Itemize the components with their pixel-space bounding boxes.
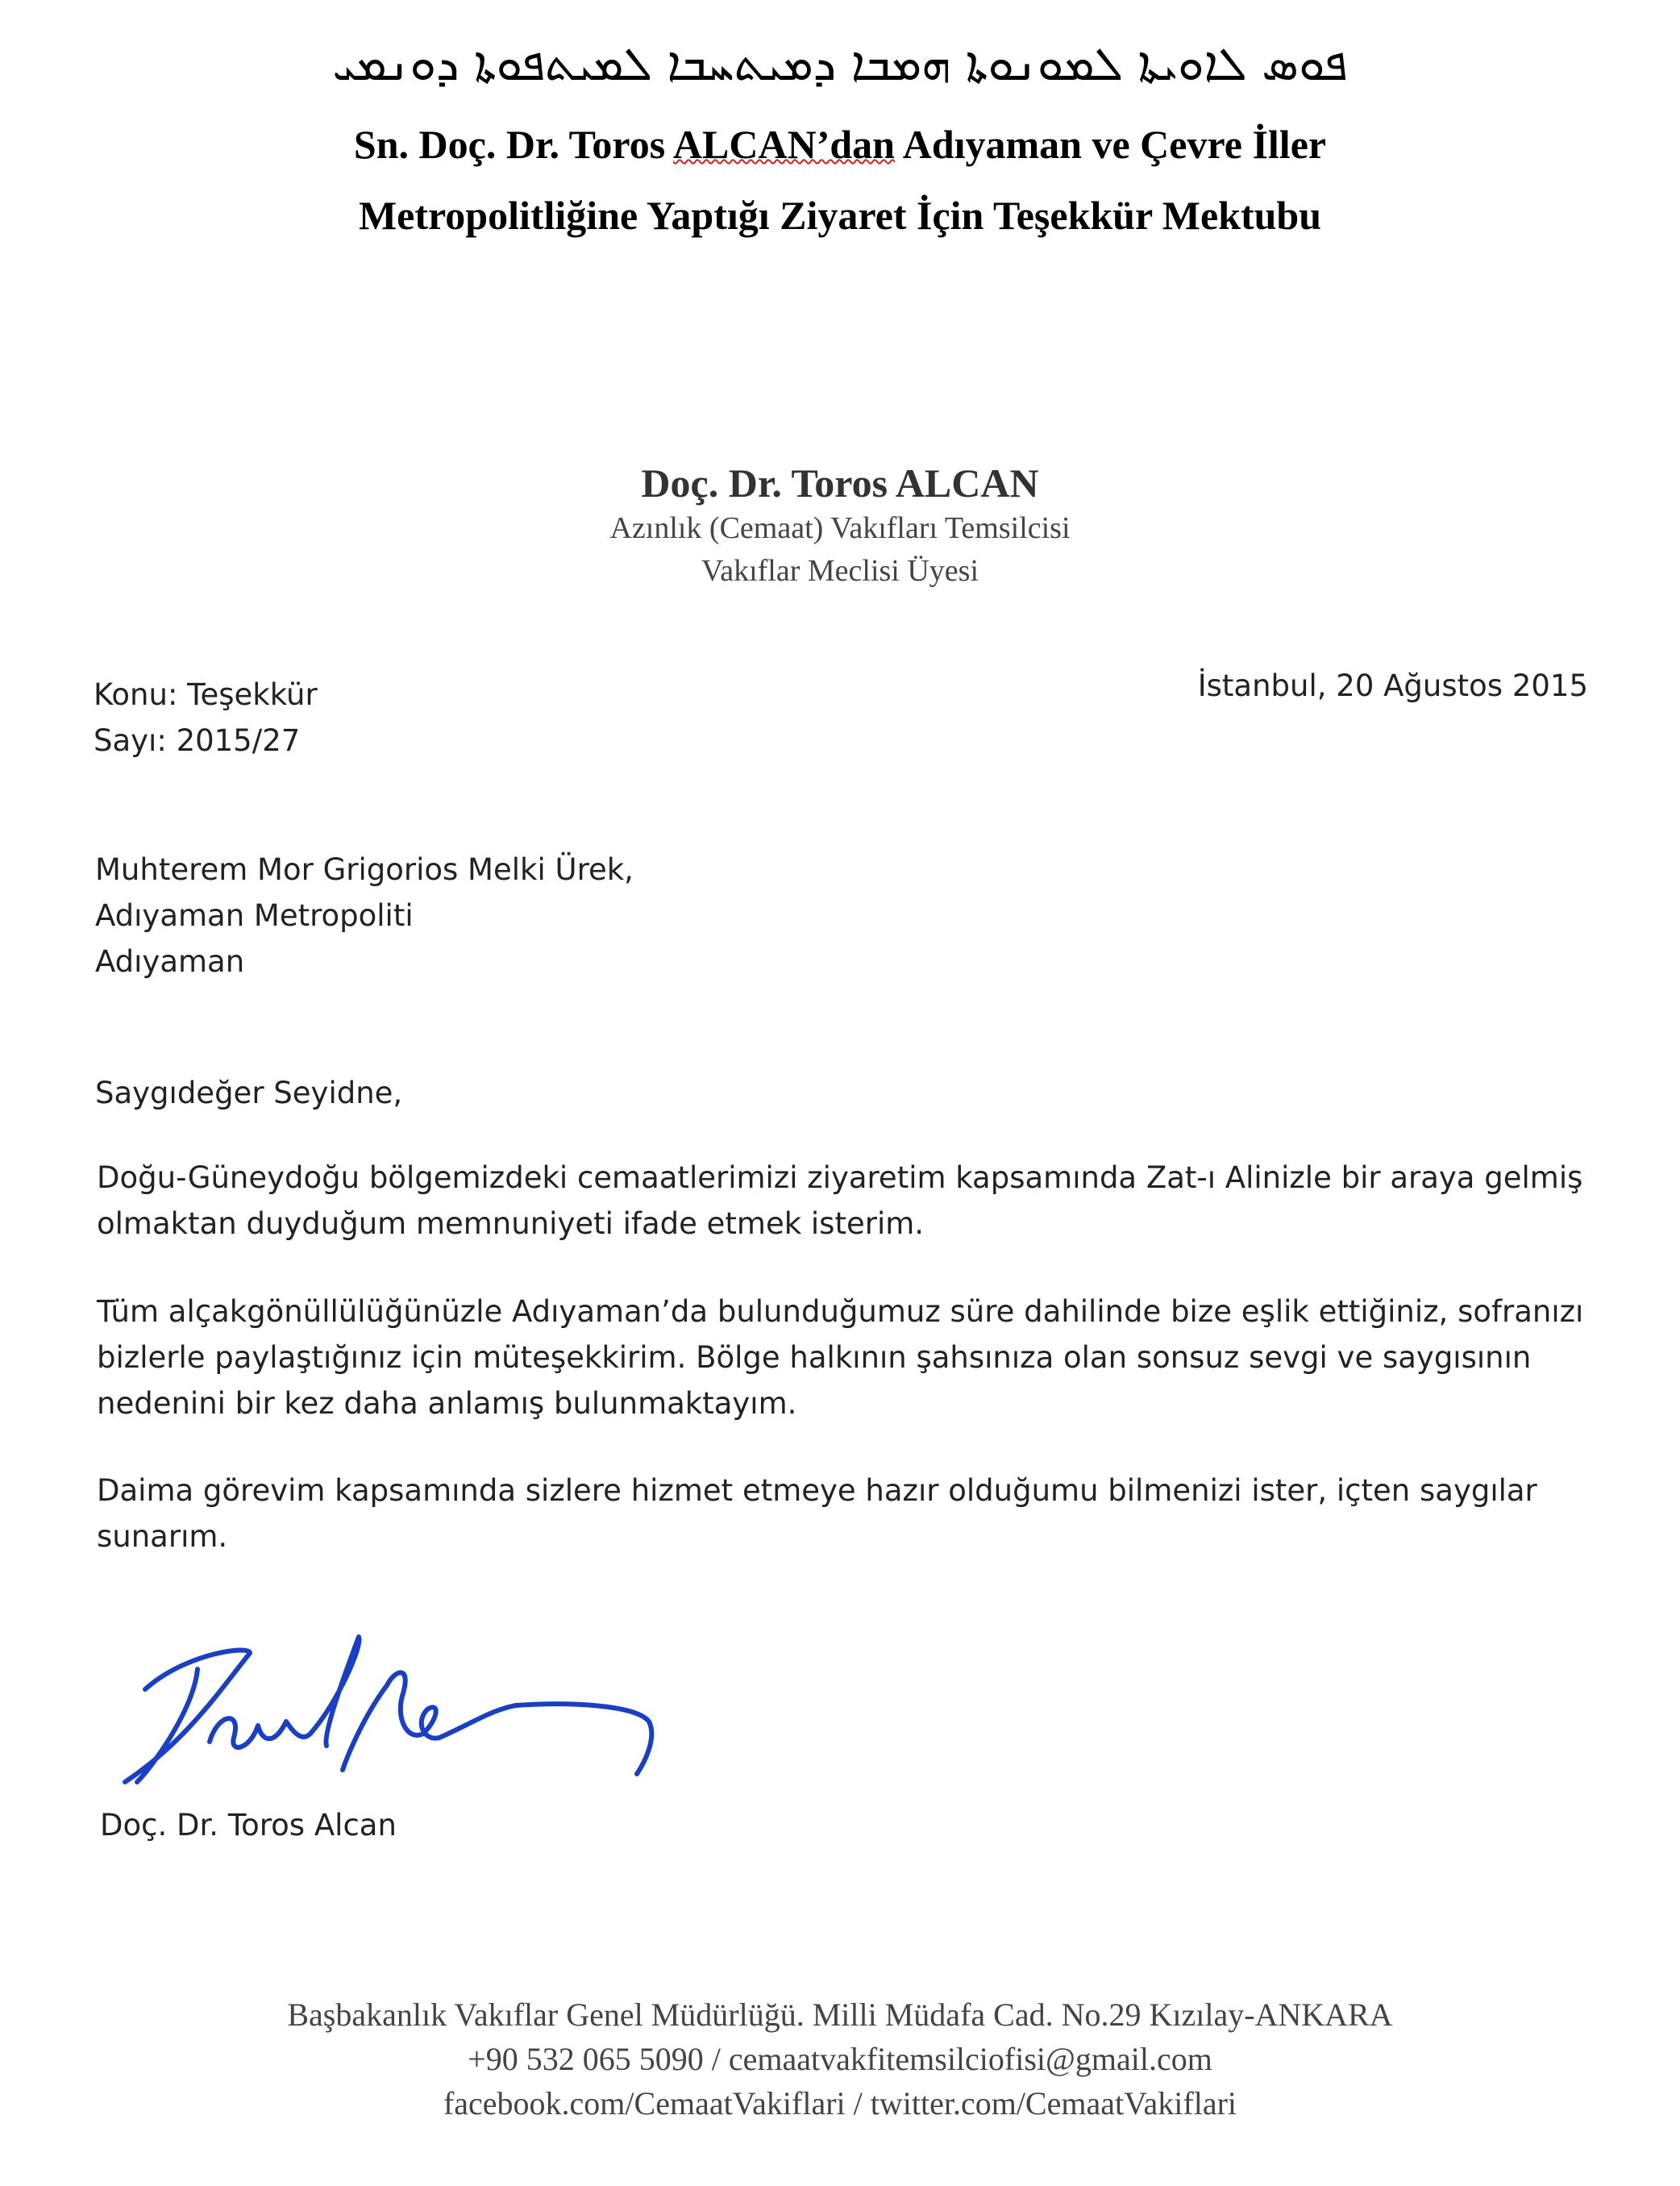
handwritten-signature: [121, 1621, 669, 1798]
footer-social: facebook.com/CemaatVakiflari / twitter.com/CemaatVakiflari: [443, 2085, 1237, 2121]
headline-line-2: Metropolitliğine Yaptığı Ziyaret İçin Teşekkür Mektubu: [358, 193, 1322, 238]
recipient-name: Muhterem Mor Grigorios Melki Ürek,: [95, 852, 634, 887]
recipient-city: Adıyaman: [95, 944, 245, 979]
letterhead-role: Azınlık (Cemaat) Vakıfları Temsilcisi: [609, 511, 1071, 545]
recipient-block: [95, 847, 634, 985]
recipient-title: Adıyaman Metropoliti: [95, 898, 414, 933]
headline-prefix: Sn. Doç. Dr. Toros: [353, 122, 673, 167]
footer-contact: +90 532 065 5090 / cemaatvakfitemsilciofisi@gmail.com: [468, 2041, 1212, 2077]
paragraph-3: Daima görevim kapsamında sizlere hizmet etmeye hazır olduğumu bilmenizi ister, içten saygılar sunarım.: [97, 1473, 1537, 1554]
reference-number: Sayı: 2015/27: [94, 723, 301, 758]
headline-suffix: Adıyaman ve Çevre İller: [894, 122, 1327, 167]
subject-line: Konu: Teşekkür: [94, 677, 318, 712]
paragraph-1: Doğu-Güneydoğu bölgemizdeki cemaatlerimizi ziyaretim kapsamında Zat-ı Alinizle bir araya gelmiş olmaktan duyduğum memnuniyeti ifade etmek isterim.: [97, 1160, 1583, 1241]
syriac-title: ܦܘܣ ܠܐܘܝܬܐ ܠܡܘܢܘܬܐ ܗܡܒܐ ܕܡܝܬܚܒܐ ܠܡܝܬܦܘܬܐ ܕܘܢܡܝ: [332, 36, 1348, 91]
headline-spellcheck-word: ALCAN’dan: [672, 122, 895, 167]
headline-line-1: [0, 121, 1680, 168]
letterhead-name: Doç. Dr. Toros ALCAN: [641, 460, 1039, 506]
signer-name: Doç. Dr. Toros Alcan: [100, 1808, 397, 1842]
salutation: Saygıdeğer Seyidne,: [95, 1076, 403, 1110]
letterhead-member: Vakıflar Meclisi Üyesi: [701, 554, 979, 588]
paragraph-2: Tüm alçakgönüllülüğünüzle Adıyaman’da bulunduğumuz süre dahilinde bize eşlik ettiğiniz, sofranızı bizlerle paylaştığınız için müteşekkirim. Bölge halkının şahsınıza olan sonsuz sevgi ve saygısının nedenini bir kez daha anlamış bulunmaktayım.: [97, 1294, 1584, 1421]
footer-address: Başbakanlık Vakıflar Genel Müdürlüğü. Milli Müdafa Cad. No.29 Kızılay-ANKARA: [287, 1997, 1393, 2033]
letter-date: İstanbul, 20 Ağustos 2015: [1197, 668, 1588, 703]
